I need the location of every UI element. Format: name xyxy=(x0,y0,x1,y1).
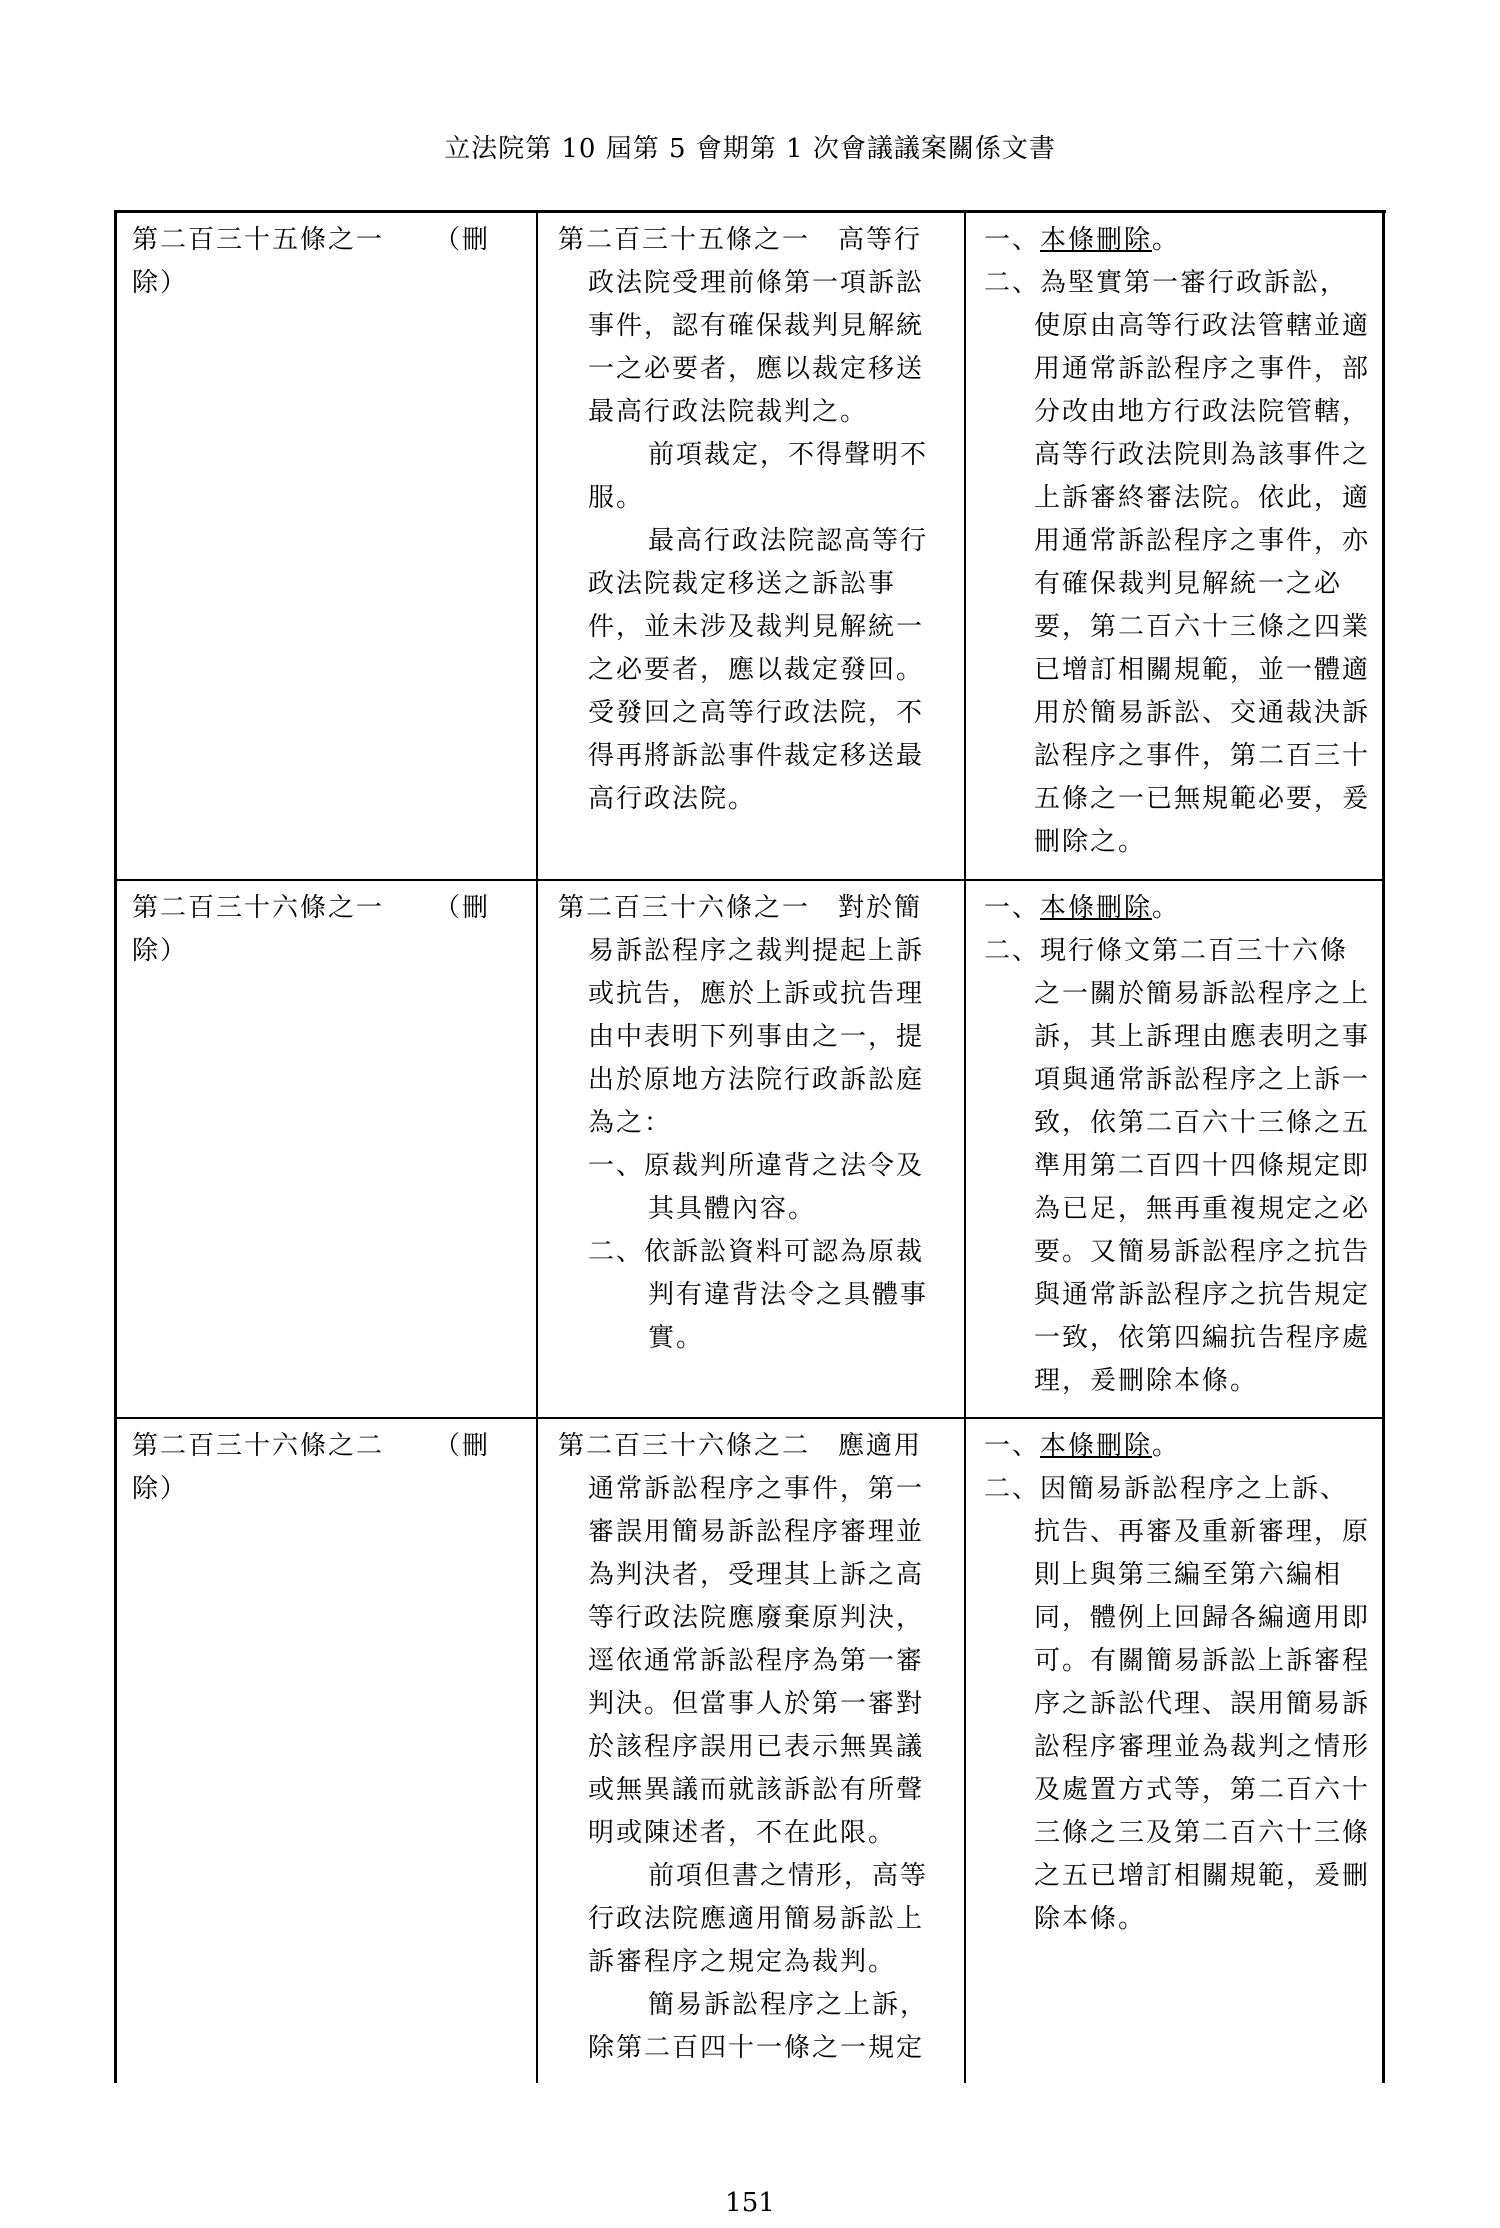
item-marker: 一、 xyxy=(984,1431,1041,1461)
punctuation: 。 xyxy=(1152,893,1181,923)
current-article-cell xyxy=(558,887,948,1360)
deletion-text: 本條刪除 xyxy=(1040,1431,1153,1461)
explanation-item: 二、為堅實第一審行政訴訟，使原由高等行政法管轄並適用通常訴訟程序之事件，部分改由地方行政法院管轄，高等行政法院則為該事件之上訴審終審法院。依此，適用通常訴訟程序之事件，亦有確保裁判見解統一之必要，第二百六十三條之四業已增訂相關規範，並一體適用於簡易訴訟、交通裁決訴訟程序之事件，第二百三十五條之一已無規範必要，爰刪除之。 xyxy=(984,268,1371,857)
deleted-note: （刪除） xyxy=(132,893,491,966)
page-header: 立法院第 10 屆第 5 會期第 1 次會議議案關係文書 xyxy=(444,134,1056,164)
article-paragraph: 前項裁定，不得聲明不服。 xyxy=(588,440,929,513)
deleted-note: （刪除） xyxy=(132,225,491,298)
explanation-cell xyxy=(984,1425,1372,1941)
table-row xyxy=(114,881,1385,1417)
article-body: 通常訴訟程序之事件，第一審誤用簡易訴訟程序審理並為判決者，受理其上訴之高等行政法院應廢棄原判決，逕依通常訴訟程序為第一審判決。但當事人於第一審對於該程序誤用已表示無異議或無異議而就該訴訟有所聲明或陳述者，不在此限。 xyxy=(588,1474,925,1848)
article-number: 第二百三十六條之一 xyxy=(132,893,385,923)
current-article-cell xyxy=(558,219,948,821)
amended-article-cell xyxy=(132,219,504,305)
deletion-text: 本條刪除 xyxy=(1040,225,1153,255)
deleted-note: （刪除） xyxy=(132,1431,491,1504)
article-body: 易訴訟程序之裁判提起上訴或抗告，應於上訴或抗告理由中表明下列事由之一，提出於原地方法院行政訴訟庭為之： xyxy=(588,936,925,1138)
explanation-item: 二、現行條文第二百三十六條之一關於簡易訴訟程序之上訴，其上訴理由應表明之事項與通常訴訟程序之上訴一致，依第二百六十三條之五準用第二百四十四條規定即為已足，無再重複規定之必要。又簡易訴訟程序之抗告與通常訴訟程序之抗告規定一致，依第四編抗告程序處理，爰刪除本條。 xyxy=(984,936,1371,1396)
punctuation: 。 xyxy=(1152,1431,1181,1461)
item-marker: 一、 xyxy=(984,225,1041,255)
explanation-item xyxy=(984,219,1372,262)
article-heading: 第二百三十六條之一 對於簡 xyxy=(558,893,923,923)
comparison-table xyxy=(114,210,1386,2083)
explanation-cell xyxy=(984,219,1372,864)
article-heading: 第二百三十六條之二 應適用 xyxy=(558,1431,923,1461)
amended-article-cell xyxy=(132,887,504,973)
article-body: 政法院受理前條第一項訴訟事件，認有確保裁判見解統一之必要者，應以裁定移送最高行政法院裁判之。 xyxy=(588,268,925,427)
article-heading: 第二百三十五條之一 高等行 xyxy=(558,225,923,255)
explanation-item: 二、因簡易訴訟程序之上訴、抗告、再審及重新審理，原則上與第三編至第六編相同，體例上回歸各編適用即可。有關簡易訴訟上訴審程序之訴訟代理、誤用簡易訴訟程序審理並為裁判之情形及處置方式等，第二百六十三條之三及第二百六十三條之五已增訂相關規範，爰刪除本條。 xyxy=(984,1474,1371,1934)
item-marker: 一、 xyxy=(984,893,1041,923)
explanation-item xyxy=(984,887,1372,930)
table-row xyxy=(114,1419,1385,2083)
current-article-cell xyxy=(558,1425,948,2070)
deletion-text: 本條刪除 xyxy=(1040,893,1153,923)
article-list-item: 二、依訴訟資料可認為原裁判有違背法令之具體事實。 xyxy=(588,1237,929,1353)
explanation-cell xyxy=(984,887,1372,1403)
explanation-item xyxy=(984,1425,1372,1468)
punctuation: 。 xyxy=(1152,225,1181,255)
article-number: 第二百三十五條之一 xyxy=(132,225,385,255)
page-number: 151 xyxy=(725,2188,775,2218)
amended-article-cell xyxy=(132,1425,504,1511)
article-paragraph: 簡易訴訟程序之上訴，除第二百四十一條之一規定 xyxy=(588,1990,929,2063)
table-row xyxy=(114,213,1385,879)
article-list-item: 一、原裁判所違背之法令及其具體內容。 xyxy=(588,1151,925,1224)
article-number: 第二百三十六條之二 xyxy=(132,1431,385,1461)
article-paragraph: 最高行政法院認高等行政法院裁定移送之訴訟事件，並未涉及裁判見解統一之必要者，應以裁定發回。受發回之高等行政法院，不得再將訴訟事件裁定移送最高行政法院。 xyxy=(588,526,929,814)
article-paragraph: 前項但書之情形，高等行政法院應適用簡易訴訟上訴審程序之規定為裁判。 xyxy=(588,1861,929,1977)
